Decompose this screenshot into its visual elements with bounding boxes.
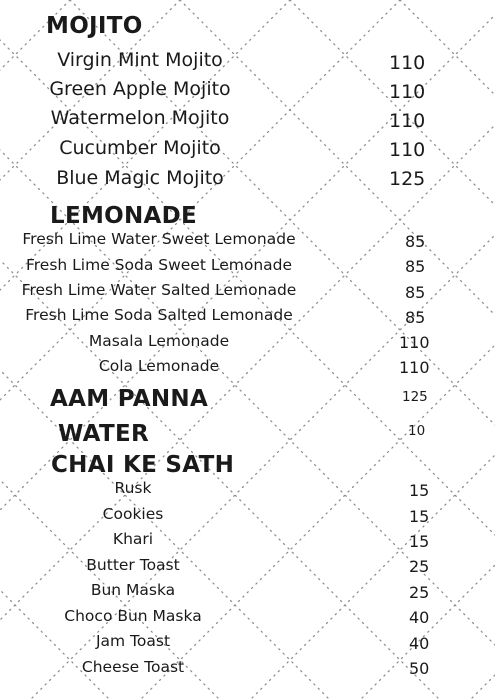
menu-item-price: 85	[405, 283, 426, 302]
menu-item-name: Jam Toast	[95, 632, 171, 650]
lattice-line	[0, 0, 70, 700]
menu-item-price: 15	[409, 481, 430, 500]
menu-item-price: 110	[389, 81, 426, 103]
menu-item-name: Virgin Mint Mojito	[57, 49, 223, 71]
menu-item-name: Green Apple Mojito	[49, 78, 231, 100]
menu-item-price: 110	[399, 358, 430, 377]
menu-item-name: Cheese Toast	[81, 658, 185, 676]
menu-item-price: 40	[409, 634, 430, 653]
menu-item-name: Masala Lemonade	[88, 332, 230, 350]
menu-item-name: Fresh Lime Water Sweet Lemonade	[22, 230, 296, 248]
menu-item-name: Choco Bun Maska	[64, 607, 202, 625]
menu-item-price: 125	[389, 168, 426, 190]
menu-item-name: Khari	[112, 530, 154, 548]
section-title-lemonade: LEMONADE	[50, 203, 198, 229]
menu-item-name: Cola Lemonade	[98, 357, 220, 375]
section-title-chai-ke-sath: CHAI KE SATH	[51, 452, 235, 478]
lattice-line	[180, 0, 495, 700]
section-title-water: WATER	[58, 421, 149, 447]
menu-item-name: Blue Magic Mojito	[56, 167, 224, 189]
menu-item-price: 110	[389, 139, 426, 161]
menu-item-price: 25	[409, 557, 430, 576]
menu-item-name: Cookies	[102, 505, 164, 523]
menu-item-name: Cucumber Mojito	[59, 137, 221, 159]
menu-item-price: 110	[389, 110, 426, 132]
menu-item-price: 15	[409, 532, 430, 551]
menu-item-price: 110	[389, 52, 426, 74]
section-title-mojito: MOJITO	[46, 13, 143, 39]
menu-item-name: Watermelon Mojito	[50, 107, 230, 129]
menu-item-name: Bun Maska	[90, 581, 176, 599]
menu-item-price: 15	[409, 507, 430, 526]
lattice-line	[470, 0, 495, 700]
lattice-line	[250, 0, 495, 700]
menu-item-name: Fresh Lime Soda Salted Lemonade	[25, 306, 293, 324]
menu-item-name: Fresh Lime Water Salted Lemonade	[21, 281, 297, 299]
section-title-aam-panna: AAM PANNA	[50, 386, 209, 412]
menu-item-price: 110	[399, 333, 430, 352]
menu-item-price: 85	[405, 232, 426, 251]
menu-item-price: 40	[409, 608, 430, 627]
menu-item-price: 85	[405, 308, 426, 327]
lattice-line	[290, 0, 495, 700]
menu-item-price: 10	[408, 423, 426, 439]
menu-item-name: Fresh Lime Soda Sweet Lemonade	[25, 256, 293, 274]
menu-item-name: Butter Toast	[86, 556, 180, 574]
menu-item-price: 50	[409, 659, 430, 678]
menu-item-price: 125	[402, 389, 428, 405]
menu-item-price: 85	[405, 257, 426, 276]
menu-item-name: Rusk	[114, 479, 152, 497]
lattice-line	[140, 0, 495, 700]
menu-item-price: 25	[409, 583, 430, 602]
